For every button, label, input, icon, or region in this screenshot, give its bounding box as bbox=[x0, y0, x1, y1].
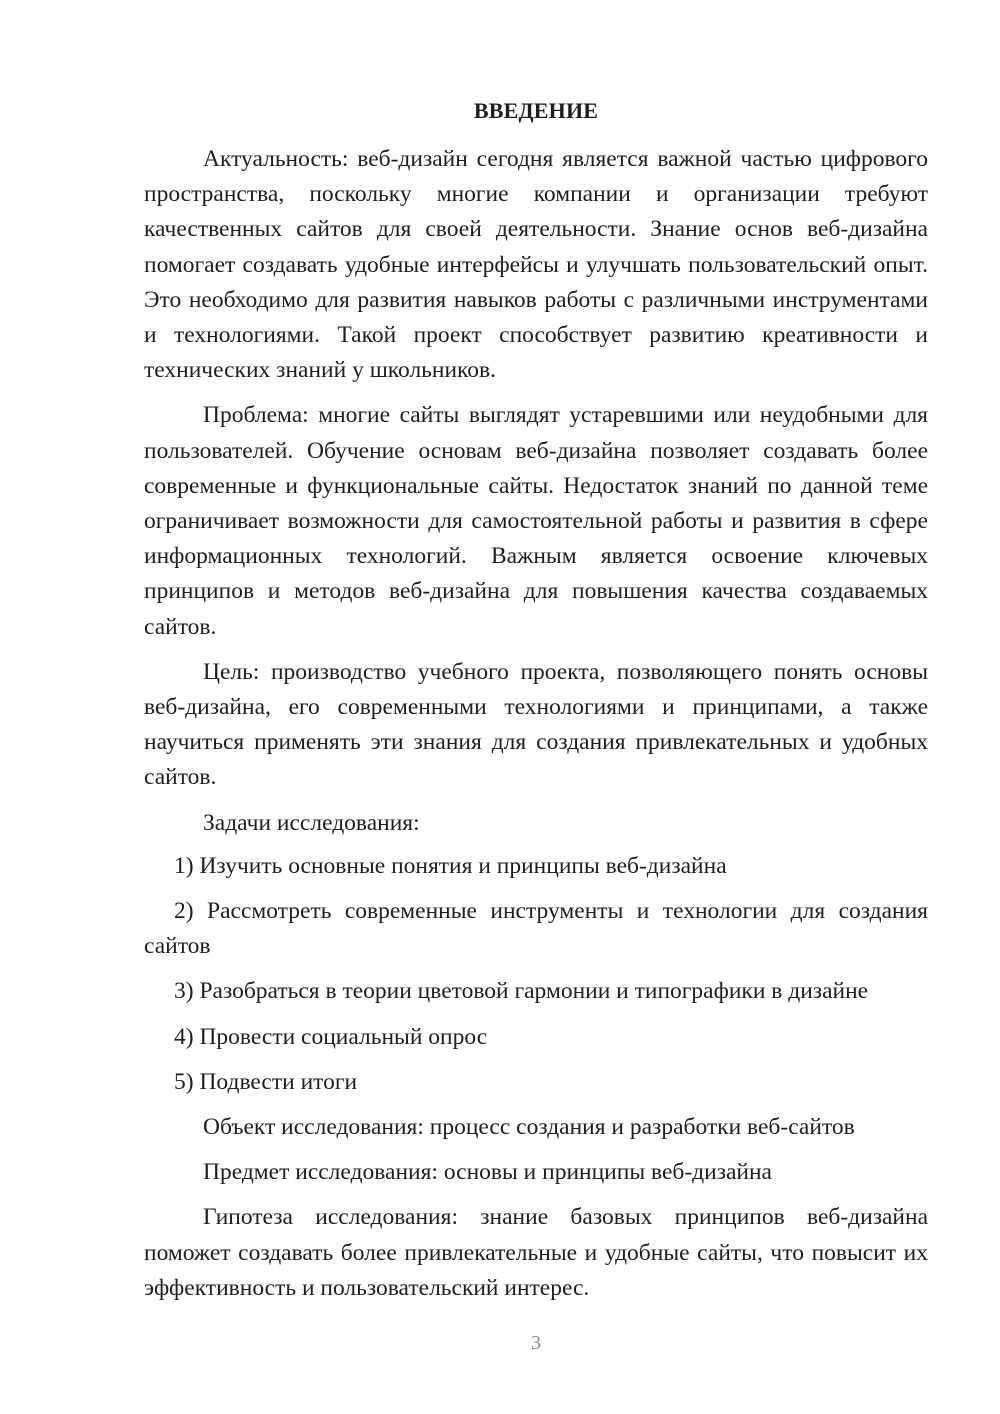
problem-paragraph: Проблема: многие сайты выглядят устаревшими или неудобными для пользователей. Обучение основам веб-дизайна позволяет создавать более современные и функциональные сайты. Недостаток знаний по данной теме ограничивает возможности для самостоятельной работы и развития в сфере информационных технологий. Важным является освоение ключевых принципов и методов веб-дизайна для повышения качества создаваемых сайтов. bbox=[144, 402, 928, 640]
document-body bbox=[144, 142, 928, 1306]
page-title: ВВЕДЕНИЕ bbox=[473, 98, 599, 123]
goal-paragraph: Цель: производство учебного проекта, позволяющего понять основы веб-дизайна, его современными технологиями и принципами, а также научиться применять эти знания для создания привлекательных и удобных сайтов. bbox=[144, 658, 928, 791]
relevance-paragraph: Актуальность: веб-дизайн сегодня является важной частью цифрового пространства, поскольку многие компании и организации требуют качественных сайтов для своей деятельности. Знание основ веб-дизайна помогает создавать удобные интерфейсы и улучшать пользовательский опыт. Это необходимо для развития навыков работы с различными инструментами и технологиями. Такой проект способствует развитию креативности и технических знаний у школьников. bbox=[144, 146, 928, 384]
task-item: 3) Разобраться в теории цветовой гармонии и типографики в дизайне bbox=[174, 978, 869, 1005]
task-item: 1) Изучить основные понятия и принципы веб-дизайна bbox=[174, 852, 727, 879]
tasks-list bbox=[144, 849, 928, 1100]
tasks-heading: Задачи исследования: bbox=[203, 809, 420, 836]
page-number: 3 bbox=[531, 1332, 541, 1354]
research-hypothesis: Гипотеза исследования: знание базовых принципов веб-дизайна поможет создавать более привлекательные и удобные сайты, что повысит их эффективность и пользовательский интерес. bbox=[144, 1204, 928, 1301]
research-subject: Предмет исследования: основы и принципы веб-дизайна bbox=[203, 1159, 772, 1186]
research-object: Объект исследования: процесс создания и разработки веб-сайтов bbox=[203, 1114, 855, 1141]
task-item: 2) Рассмотреть современные инструменты и технологии для создания сайтов bbox=[144, 898, 928, 960]
task-item: 5) Подвести итоги bbox=[174, 1068, 358, 1095]
task-item: 4) Провести социальный опрос bbox=[174, 1023, 488, 1050]
